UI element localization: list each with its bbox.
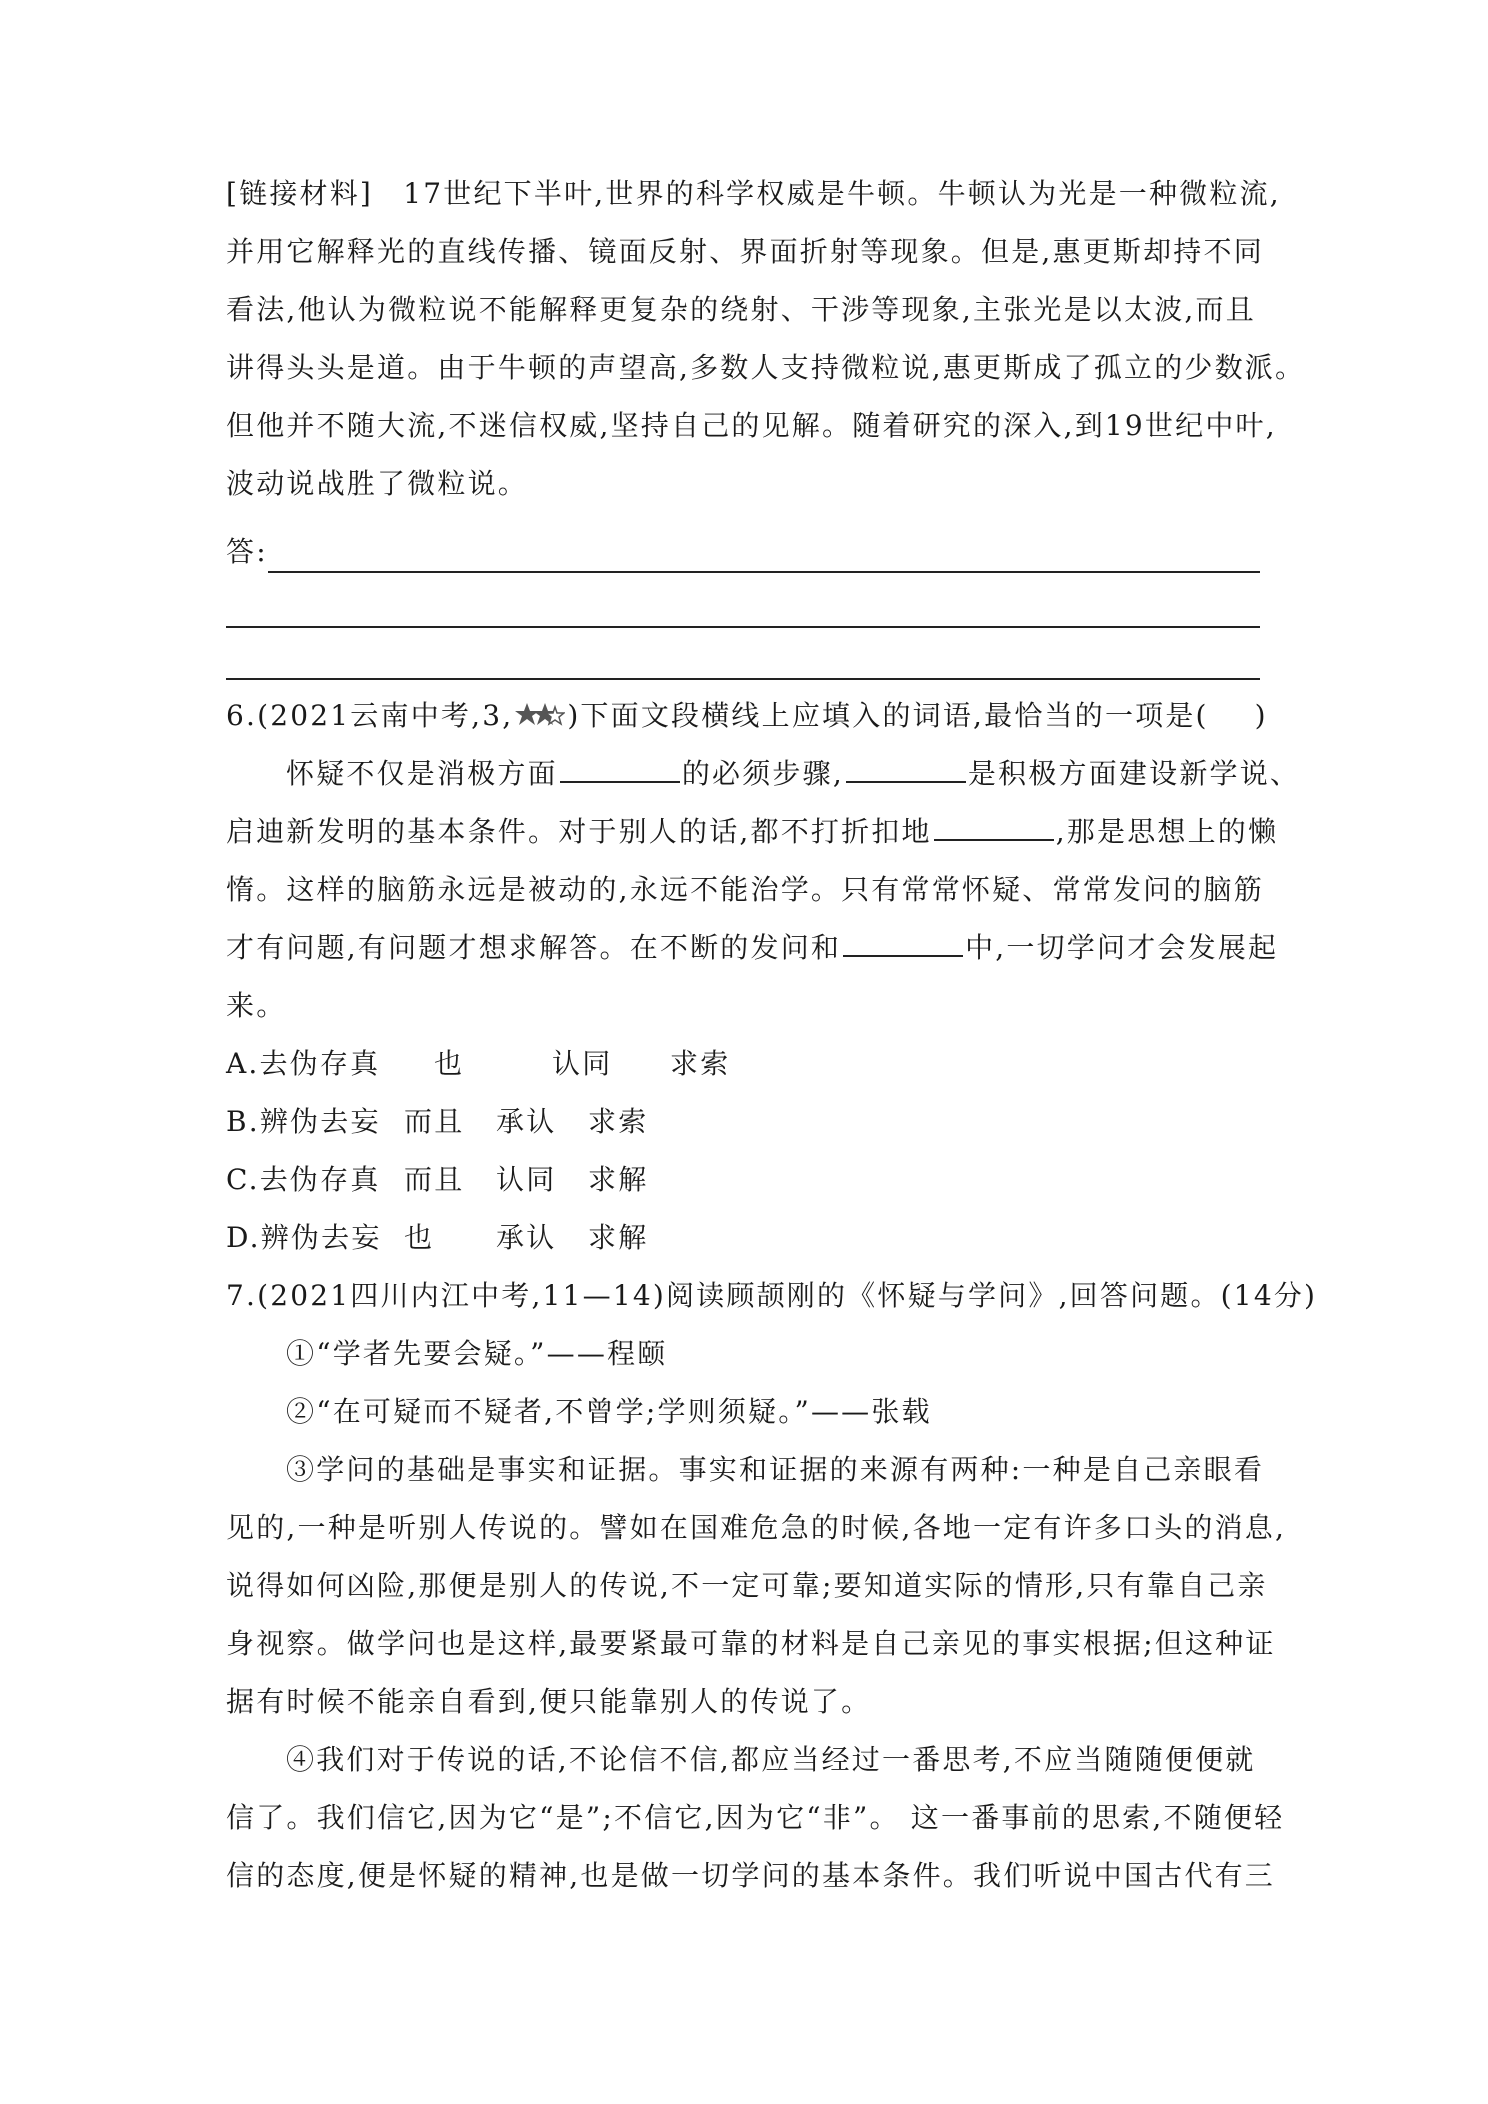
q7-line-8: ④我们对于传说的话,不论信不信,都应当经过一番思考,不应当随随便便就 [286,1743,1256,1776]
q7-line-3: ③学问的基础是事实和证据。事实和证据的来源有两种:一种是自己亲眼看 [286,1453,1265,1486]
option-word: 求解 [588,1163,649,1196]
option-label: D.辨伪去妄 [226,1221,382,1254]
link-material-line-2: 并用它解释光的直线传播、镜面反射、界面折射等现象。但是,惠更斯却持不同 [226,235,1264,268]
answer-label: 答: [226,535,268,568]
q6-passage-text: ,那是思想上的懒 [1055,815,1279,848]
q6-option-a[interactable] [226,1044,730,1084]
q6-option-d[interactable] [226,1218,648,1258]
q6-passage-line-5: 来。 [226,989,287,1022]
q6-passage-text: 怀疑不仅是消极方面 [286,757,558,790]
q6-blank-1[interactable] [560,755,680,783]
q6-passage-line-4 [226,928,1278,968]
q6-heading [226,696,1268,736]
q7-line-9: 信了。我们信它,因为它“是”;不信它,因为它“非”。 这一番事前的思索,不随便轻 [226,1801,1285,1834]
link-material-line-1: [链接材料] 17世纪下半叶,世界的科学权威是牛顿。牛顿认为光是一种微粒流, [226,177,1281,210]
option-word: 而且 [404,1163,465,1196]
q6-blank-4[interactable] [843,929,963,957]
q6-passage-line-3: 惰。这样的脑筋永远是被动的,永远不能治学。只有常常怀疑、常常发问的脑筋 [226,873,1264,906]
link-material-line-4: 讲得头头是道。由于牛顿的声望高,多数人支持微粒说,惠更斯成了孤立的少数派。 [226,351,1306,384]
q6-heading-end: ) [1254,699,1268,732]
q7-heading: 7.(2021四川内江中考,11—14)阅读顾颉刚的《怀疑与学问》,回答问题。(14分) [226,1279,1318,1312]
q6-passage-text: 的必须步骤, [681,757,844,790]
option-label: A.去伪存真 [226,1047,381,1080]
q7-line-10: 信的态度,便是怀疑的精神,也是做一切学问的基本条件。我们听说中国古代有三 [226,1859,1276,1892]
q7-line-1: ①“学者先要会疑。”——程颐 [286,1337,668,1370]
option-label: B.辨伪去妄 [226,1105,381,1138]
q6-passage-line-1 [286,754,1300,794]
q6-passage-line-2 [226,812,1278,852]
link-material-line-6: 波动说战胜了微粒说。 [226,467,529,500]
option-word: 也 [404,1221,435,1254]
option-word: 承认 [496,1221,557,1254]
q7-line-4: 见的,一种是听别人传说的。譬如在国难危急的时候,各地一定有许多口头的消息, [226,1511,1287,1544]
q6-heading-suffix: )下面文段横线上应填入的词语,最恰当的一项是( [567,699,1209,732]
link-material-line-5: 但他并不随大流,不迷信权威,坚持自己的见解。随着研究的深入,到19世纪中叶, [226,409,1277,442]
link-material-line-3: 看法,他认为微粒说不能解释更复杂的绕射、干涉等现象,主张光是以太波,而且 [226,293,1256,326]
option-word: 而且 [404,1105,465,1138]
option-word: 承认 [496,1105,557,1138]
option-word: 认同 [552,1047,613,1080]
q6-blank-3[interactable] [934,813,1054,841]
q6-option-b[interactable] [226,1102,648,1142]
q6-passage-text: 启迪新发明的基本条件。对于别人的话,都不打折扣地 [226,815,932,848]
q6-blank-2[interactable] [846,755,966,783]
answer-line-1[interactable] [268,571,1260,573]
q6-passage-text: 是积极方面建设新学说、 [967,757,1301,790]
option-label: C.去伪存真 [226,1163,381,1196]
q6-passage-text: 中,一切学问才会发展起 [965,931,1279,964]
q7-line-2: ②“在可疑而不疑者,不曾学;学则须疑。”——张载 [286,1395,932,1428]
q6-passage-text: 才有问题,有问题才想求解答。在不断的发问和 [226,931,842,964]
option-word: 认同 [496,1163,557,1196]
q6-heading-prefix: 6.(2021云南中考,3, [226,699,514,732]
q7-line-7: 据有时候不能亲自看到,便只能靠别人的传说了。 [226,1685,872,1718]
q7-line-5: 说得如何凶险,那便是别人的传说,不一定可靠;要知道实际的情形,只有靠自己亲 [226,1569,1268,1602]
q6-option-c[interactable] [226,1160,648,1200]
answer-line-3[interactable] [226,678,1260,680]
q7-line-6: 身视察。做学问也是这样,最要紧最可靠的材料是自己亲见的事实根据;但这种证 [226,1627,1276,1660]
option-word: 求索 [670,1047,731,1080]
difficulty-stars-icon [515,699,565,739]
option-word: 也 [434,1047,465,1080]
answer-line-2[interactable] [226,626,1260,628]
option-word: 求解 [588,1221,649,1254]
option-word: 求索 [588,1105,649,1138]
